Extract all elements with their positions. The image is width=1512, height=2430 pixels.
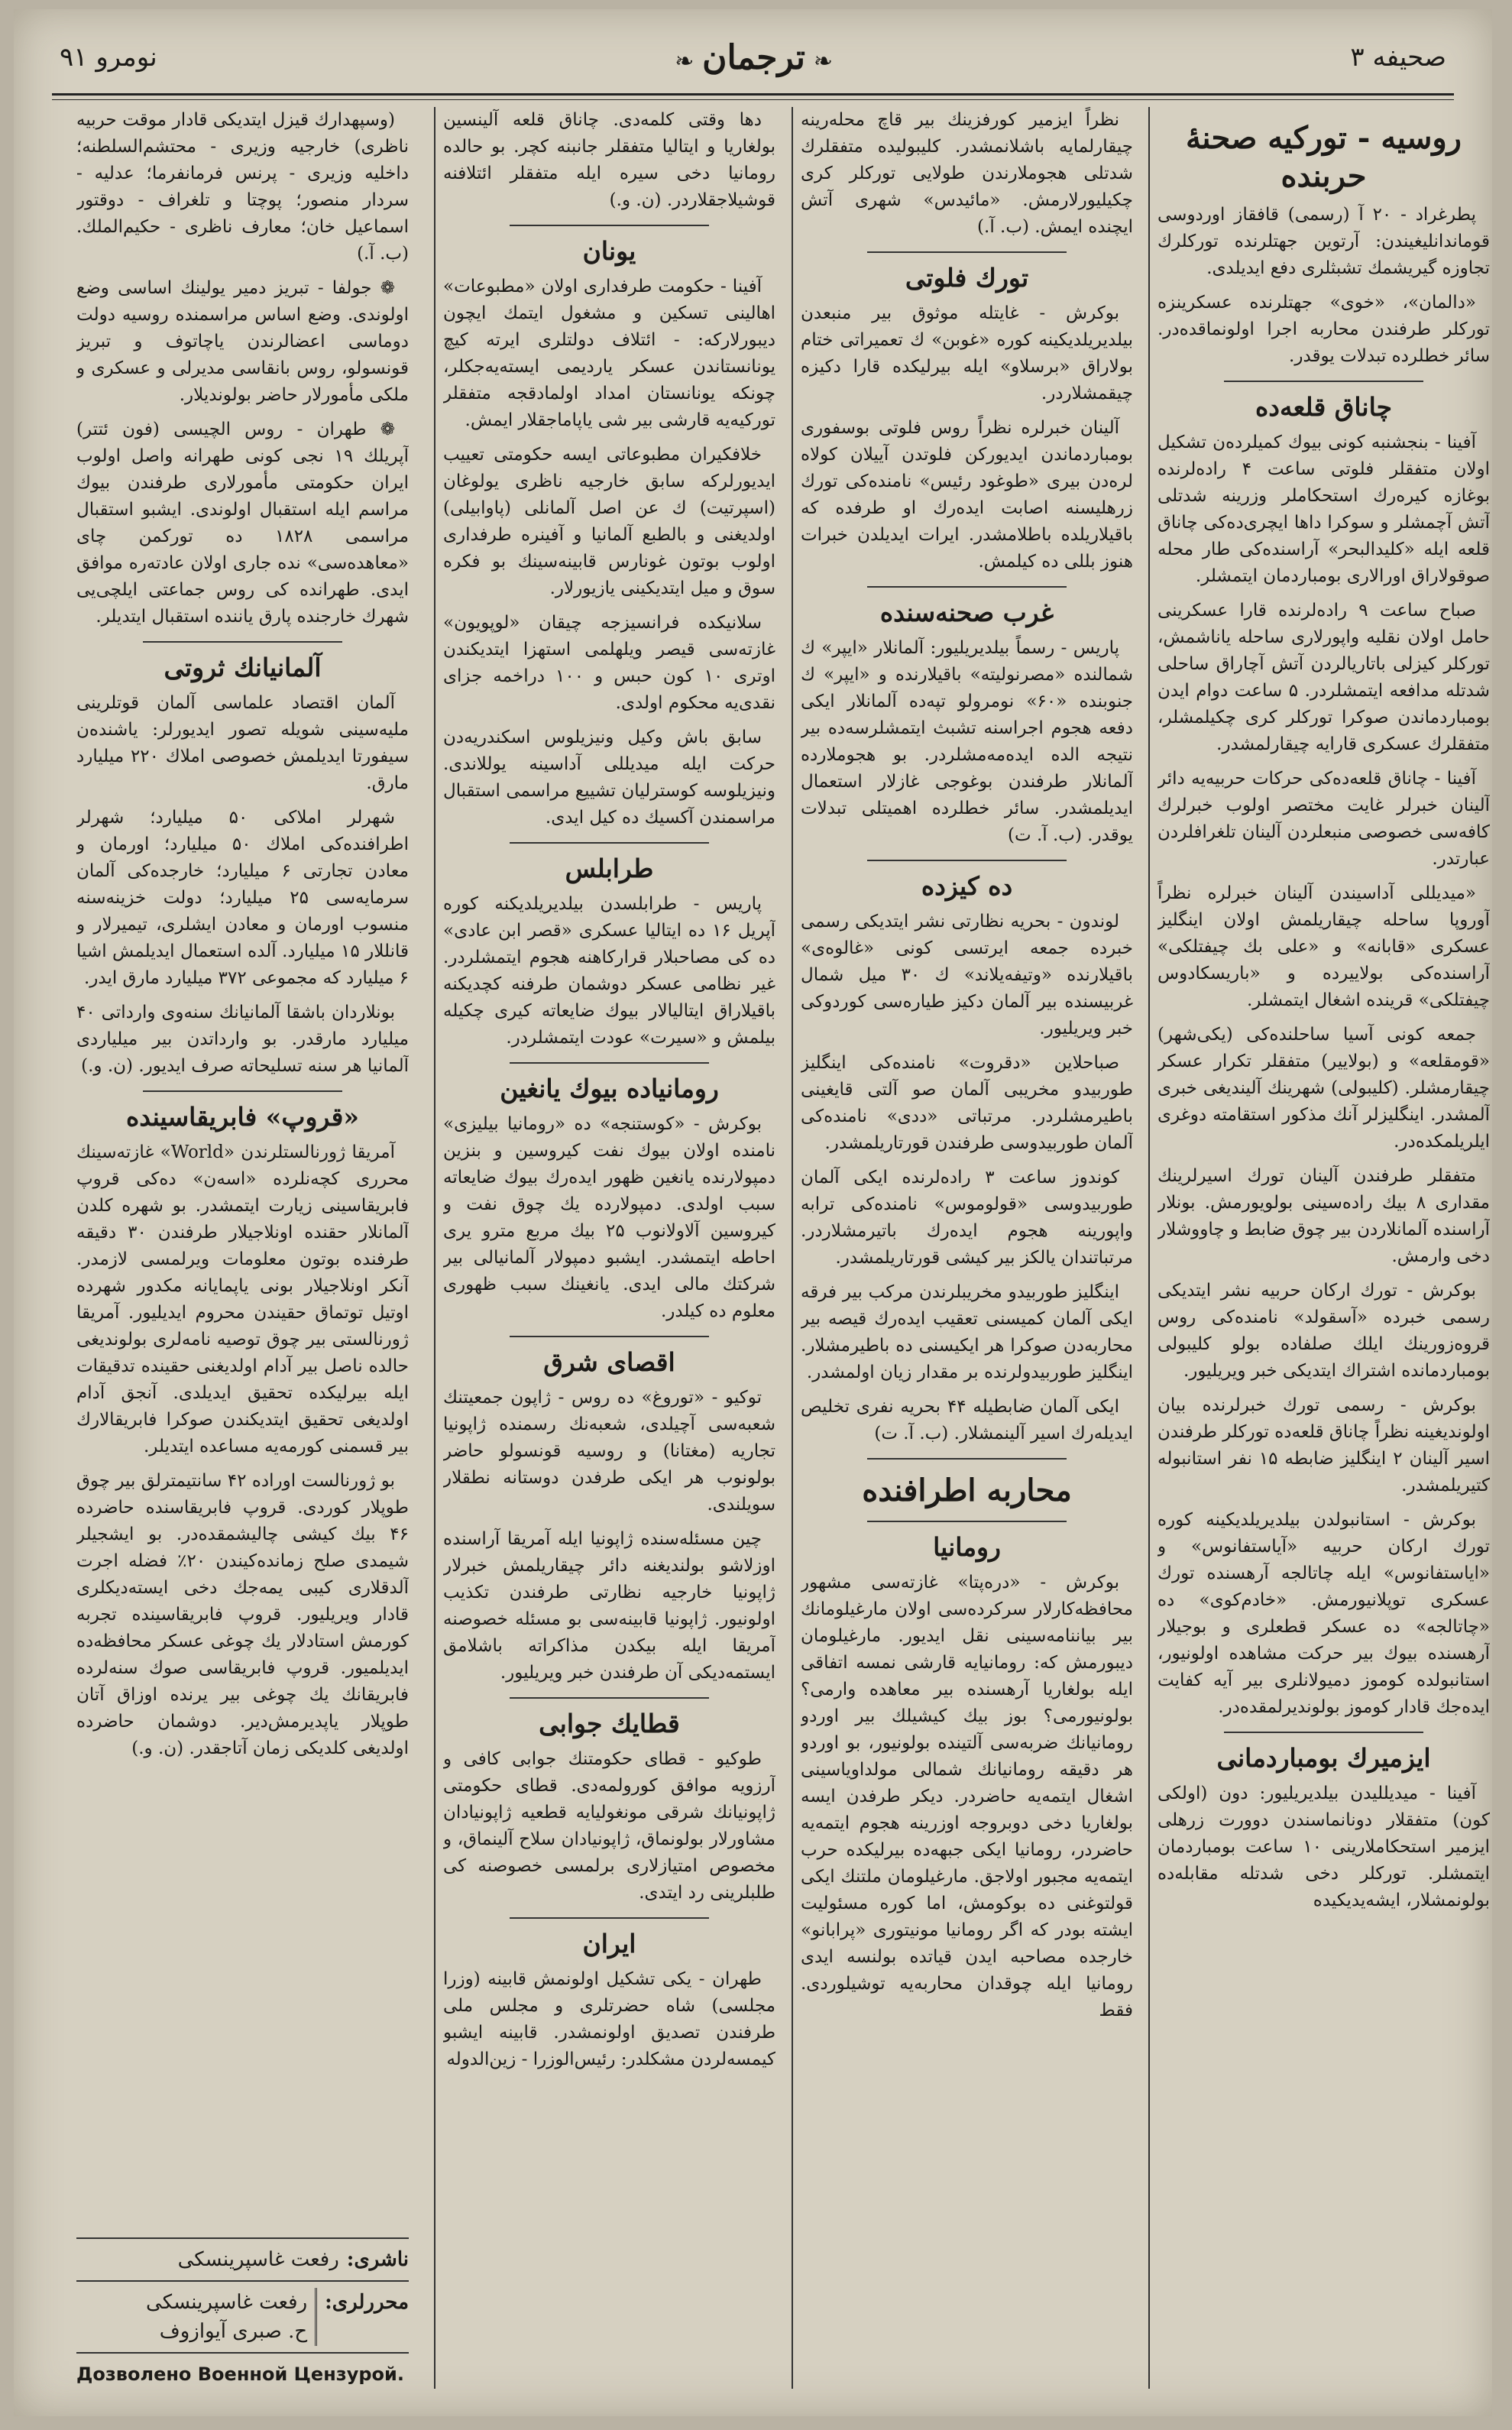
article-paragraph: آلمان اقتصاد علماسی آلمان قوتلرینی ملیه‌سینی شویله تصور ایدیورلر: ياشنده‌ن سیفورتا ایدیلمش خصوصی املاك ۲۲۰ میلیارد مارق.: [76, 693, 409, 793]
article-paragraph: آفینا - میدیللیدن بیلدیریلیور: دون (اولکی کون) متفقلار دونانماسندن دوورت زرهلی ایزمیر استحکاملارینی ۱۰ ساعت بومباردمان ایتمشلر. تورکلر دخی شدتله مقابله‌ده بولونمشلار، ایشه‌یدیکیده: [1157, 1784, 1490, 1910]
page-number: صحیفه ۳: [1350, 42, 1446, 73]
article-paragraph: کوندوز ساعت ۳ راده‌لرنده ایکی آلمان طوربیدوسی «قولوموس» نامنده‌کی ترابه واپورینه هجوم ایده‌رك باتیرمشلاردر. مرتباتندان یالکز بیر کیشی قورتاریلمشدر.: [801, 1168, 1133, 1268]
article-paragraph: جمعه کونی آسیا ساحلنده‌کی (یکی‌شهر) «قومقلعه» و (بولاییر) متفقلر تکرار عسکر چیقارمشلر. (کلیبولی) شهرینك آلیندیغی خبری آلمشدر. اینگلیزلر آنك مذکور استقامته دوغری ایلریلمکده‌در.: [1157, 1025, 1490, 1152]
column-divider: [792, 107, 793, 2389]
article-paragraph: سلانیکده فرانسیزجه چیقان «لوپویون» غازته‌سی قیصر ویلهلمی استهزا ایتدیکندن اوتری ۱۰ کون حبس و ۱۰۰ دراخمه جزای نقدی‌یه محکوم اولدی.: [443, 613, 775, 713]
column-1: [1157, 107, 1490, 2389]
section-rule: [510, 1917, 709, 1919]
section-rule: [510, 1697, 709, 1699]
section-rule: [510, 842, 709, 844]
article-paragraph: آفینا - حکومت طرفداری اولان «مطبوعات» اهالینی تسکین و مشغول ایتمك ایچون دیبورلارکه: - ائتلاف دولتلری ایرته کیچ یونانستاندن عسکر یاردیمی ایسته‌یه‌جکلر، چونکه یونانستان امداد اولمادقجه متفقلر تورکیه‌یه قارشی بیر شی یاپاماجقلار ایمش.: [443, 277, 775, 430]
column-2: [801, 107, 1133, 2389]
article-paragraph: آلینان خبرلره نظراً روس فلوتی بوسفوری بومباردماندن ایدیورکن فلوتدن آییلان کولاه لره‌دن بیری «طوغود رئیس» نامنده‌کی تورك زرهلیسنه اصابت ایده‌رك او طرفده که باقیلاریلده باطلامشدر. ایرات ایدیلدن خبرات هنوز بللی ده کیلمش.: [801, 418, 1133, 572]
editors-label: محررلری:: [325, 2291, 409, 2314]
article-paragraph: طهران - یکی تشکیل اولونمش قابینه (وزرا مجلسی) شاه حضرتلری و مجلس ملی طرفندن تصدیق اولونمشدر. قابینه ایشبو کیمسه‌لردن مشکلدر: رئیس‌الوزرا - زین‌الدوله: [443, 1969, 775, 2069]
section-heading: روسیه - تورکیه صحنه‌ٔ حربنده: [1185, 120, 1462, 194]
article-paragraph: آمریقا ژورنالستلرندن «World» غازته‌سینك محرری کچه‌نلرده «اسه‌ن» ده‌کی قروپ فابریقاسینی زیارت ایتمشدر. بو شهره کلدن آلمانلار حقنده اونلاجیلار طرفندن ۳۰ دقیقه طرفنده بوتون معلومات ویرلمسی لازمدر. آنکر اونلاجیلار بونی یاپمایانه مکدور شهرده اوتیل توتماق حقیندن محروم ایدیلیور. آمریقا ژورنالستی بیر چوق توصیه نامه‌لری بولوندیغی حالده ناصل بیر آدام اولدیغنی حقینده تدقیقات ایله بیرلیکده تحقیق ایدیلدی. آنجق آدام اولدیغی تحقیق ایتدیکندن صوکرا فابریقالارك بیر قسمنی کورمه‌یه مساعده ایتدیلر.: [76, 1142, 409, 1456]
newspaper-page: [14, 9, 1492, 2416]
article-heading: تورك فلوتی: [905, 263, 1029, 293]
section-rule: [143, 641, 342, 643]
article-paragraph: پاریس - طرابلسدن بیلدیریلدیکنه کوره آپریل ۱۶ ده ایتالیا عسکری «قصر ابن عادی» ده کی مصاحبلار قرارکاهنه هجوم ایتمشلردر. غیر نظامی عسکر دوشمان طرفنه کچدیکنه باقیلاراق ایتالیالار بیوك ضایعاته کیری چکیله بیلمش و «سیرت» عودت ایتمشلردر.: [443, 894, 775, 1048]
article-paragraph: بوکرش - تورك ارکان حربیه نشر ایتدیکی رسمی خبرده «آسقولد» نامنده‌کی روس قروه‌زورینك ایلك صلفاده بولو کلیبولی بومباردمانده اشتراك ایتدیکی خبر ویریلیور.: [1157, 1281, 1490, 1381]
article-paragraph: صباح ساعت ۹ راده‌لرنده قارا عسکرینی حامل اولان نقلیه واپورلاری ساحله یاناشمش، تورکلر کیزلی باتاریالردن آتش آچاراق ساحلی شدتله مدافعه ایتمشلردر. ۵ ساعت دوام ایدن بومباردماندن صوکرا تورکلر کری چکیلمشلر، متفقلرك عسکری قارایه چیقارلمشدر.: [1157, 601, 1490, 754]
article-paragraph: چین مسئله‌سنده ژاپونیا ایله آمریقا آراسنده اوزلاشو بولندیغنه دائر چیقاریلمش خبرلار ژاپونیا خارجیه نظارتی طرفندن تکذیب اولونیور. ژاپونیا قابینه‌سی بو مسئله خصوصنه آمریقا ایله بیکدن مذاکراته باشلامق ایستمه‌دیکی آن طرفندن خبر ویریلیور.: [443, 1529, 775, 1683]
article-paragraph: پاریس - رسماً بیلدیریلیور: آلمانلار «ایپر» ك شمالنده «مصرنولیته» باقیلارنده و «ایپر» ك جنوبنده «۶۰» نومرولو تپه‌ده آلمانلار ایکی دفعه هجوم اجراسنه تشبث ایتمشلرسه‌ده بیر نتیجه الده ایده‌مه‌مشلردر. بو هجوملارده آلمانلار طرفندن بوغوجی غازلار استعمال ایدیلمشدر. سائر خطلرده اهمیتلی تبدلات یوقدر. (ب. آ. ت): [801, 638, 1133, 845]
article-paragraph: نظراً ایزمیر کورفزینك بیر قاچ محله‌رینه چیقارلمایه باشلانمشدر. کلیبولیده متفقلرك شدتلی هجوملارندن طولایی تورکلر کری چکیلیورلارمش. «مائیدس» شهری آتش ایچنده ایمش. (ب. آ.): [801, 110, 1133, 237]
article-heading: ایران: [582, 1929, 636, 1959]
section-heading: محاربه اطرافنده: [862, 1473, 1072, 1508]
ornament-icon: ❧: [675, 47, 694, 75]
article-paragraph: بوکرش - «دره‌پتا» غازته‌سی مشهور محافظه‌کارلار سرکرده‌سی اولان مارغیلومانك بیر بیاننامه‌سینی نقل ایدیور. مارغیلومان دیبورمش که: رومانیایه قارشی نمسه اتفاقی ایله بولغاریا آرهسنده بیر معاهده وارمی؟ بولونیورمی؟ بوز بیك کیشیلك بیر اوردو رومانیانك ضربه‌سی آلتینده بولونیور، بو اوردو هر دقیقه رومانیانك شمالی مولداویاسینی اشغال ایتمه‌یه حاضردر. دیکر طرفدن ایسه بولغاریا دخی دوبروجه اوزرینه هجوم ایتمه‌یه حاضردر، رومانیا ایکی جبهه‌ده بیرلیکده حرب ایتمه‌یه مجبور اولاجق. مارغیلومان ملتنك ایکی قولتوغنی ده بوکومش، اما کوره مسئولیت ایشته بودر که اگر رومانیا مونیتوری «پرابانو» خارجده مصاحبه ایدن قیاتده بولنسه ایدی رومانیا ایله چوقدان محاربه‌یه توشیلوردی. فقط: [801, 1573, 1133, 2020]
section-rule: [510, 225, 709, 226]
article-paragraph: «میدیللی آداسیندن آلینان خبرلره نظراً آوروپا ساحله چیقاریلمش اولان اینگلیز عسکری «قابانه» و «علی بك چیفتلکی» آراسنده‌کی بولاییرده و «باریسکادوس چیفتلکی» قرینده اشغال ایتمشلر.: [1157, 883, 1490, 1010]
column-3: [443, 107, 775, 2389]
article-heading: غرب صحنه‌سنده: [879, 598, 1054, 627]
article-paragraph: (وسپهدارك قیزل ایتدیکی قادار موقت حربیه ناظری) خارجیه وزیری - محتشم‌السلطنه؛ داخلیه وزیری - پرنس فرمانفرما؛ عدلیه - سردار منصور؛ پوچتا و تلغراف - دوقتور اسماعیل خان؛ معارف ناظری - حکیم‌الملك. (ب. آ.): [76, 110, 409, 264]
section-rule: [510, 1062, 709, 1064]
article-paragraph: ❁ جولفا - تبریز دمیر یولینك اساسی وضع اولوندی. وضع اساس مراسمنده روسیه دولت دوماسی اعضالرندن یاچاتوف و تبریز قونسولو، روس بانقاسی مدیرلی و عسکری و ملکی مأمورلار حاضر بولوندیلار.: [76, 278, 409, 405]
issue-number: نومرو ۹۱: [60, 42, 157, 73]
article-paragraph: آفینا - بنجشنبه کونی بیوك کمیلرده‌ن تشکیل اولان متفقلر فلوتی ساعت ۴ راده‌لرنده بوغازه کیره‌رك استحکاملر وزرینه شدتلی آتش آچمشلر و سوکرا داها ایچری‌ده‌کی چاناق قلعه ایله «کلیدالبحر» آراسنده‌کی طار محله صوقولاراق اورالاری بومباردمان ایتمشلر.: [1157, 433, 1490, 586]
article-paragraph: بونلاردان باشقا آلمانیانك سنه‌وی وارداتی ۴۰ میلیارد مارقدر. بو وارداتدن بیر میلیاردی آلمانیا هر سنه تسلیحاته صرف ایدیور. (ن. و.): [76, 1003, 409, 1076]
article-paragraph: متفقلر طرفندن آلینان تورك اسیرلرینك مقداری ۸ بیك راده‌سینی بولویورمش. بونلار آراسنده آلمانلاردن بیر چوق ضابط و چاووشلار دخی وارمش.: [1157, 1166, 1490, 1266]
newspaper-title: [675, 38, 833, 77]
article-heading: ده کیزده: [921, 871, 1013, 901]
section-rule: [867, 1521, 1067, 1522]
censor-note: Дозволено Военной Цензурой.: [76, 2352, 409, 2389]
section-rule: [867, 1458, 1067, 1460]
ornament-icon: ❧: [813, 47, 833, 75]
article-paragraph: ❁ طهران - روس الچیسی (فون ئتتر) آپریلك ۱۹ نجی کونی طهرانه واصل اولوب ایران حکومتی مأمورلاری طرفندن بیوك مراسم ایله استقبال اولوندی. ایشبو استقبال مراسمی ۱۸۲۸ ده تورکمن چای «معاهده‌سی» نده جاری اولان عادته‌ره موافق ایدی. طهرانده کی روس جماعتی ایلچی‌یی شهرك خارجنده پارق یاننده استقبال ایتدیلر.: [76, 420, 409, 627]
article-paragraph: پطرغراد - ۲۰ آ (رسمی) قافقاز اوردوسی قوماندانلیغیندن: آرتوین جهتلرنده تورکلرك تجاوزه گیریشمك تشبثلری دفع ایدیلدی.: [1157, 205, 1490, 278]
publisher-row: [76, 2237, 409, 2280]
article-heading: طرابلس: [565, 854, 654, 883]
article-paragraph: طوکیو - قطای حکومتنك جوابی کافی و آرزویه موافق کورولمه‌دی. قطای حکومتی ژاپونیانك شرقی مونغولیایه قطعیه ژاپونیادان مشاورلار بولونماق، ژاپونیادان سلاح آلینماق، و مخصوص امتیازلاری برلمسی خصوصنه کی طلبلرینی رد ایتدی.: [443, 1749, 775, 1903]
editor-name: ح. صبری آیوازوف: [159, 2320, 308, 2343]
imprint: [76, 2237, 409, 2389]
article-heading: چاناق قلعه‌ده: [1255, 392, 1393, 422]
section-rule: [1224, 381, 1423, 382]
article-heading: قطایك جوابی: [539, 1709, 680, 1738]
editor-name: رفعت غاسپرینسکی: [146, 2291, 308, 2314]
section-rule: [867, 586, 1067, 588]
article-heading: رومانیا: [933, 1532, 1001, 1562]
article-paragraph: بوکرش - رسمی تورك خبرلرنده بیان اولوندیغینه نظراً چاناق قلعه‌ده تورکلر طرفندن اسیر آلینان ۲ اینگلیز ضابطه ۱۵ نفر استانبوله کتیریلمشدر.: [1157, 1395, 1490, 1495]
article-paragraph: شهرلر املاکی ۵۰ میلیارد؛ شهرلر اطرافنده‌کی املاك ۵۰ میلیارد؛ اورمان و معادن تجارتی ۶ میلیارد؛ خارجده‌کی آلمان سرمایه‌سی ۲۵ میلیارد؛ دولت خزینه‌سنه منسوب اورمان و معادن ایشلری، تیمیرلار و قانللار ۱۵ میلیارد. آلده استعمال ایدیلمش اشیا ۶ میلیارد که مجموعی ۳۷۲ میلیارد مارق ایدر.: [76, 808, 409, 988]
article-paragraph: بوکرش - استانبولدن بیلدیریلدیکینه کوره تورك ارکان حربیه «آیاستفانوس» و «ایاستفانوس» ایله چاتالجه آرهسنده تورك عسکری توپلانیورمش. «خادم‌کوی» ده «چاتالجه» ده عسکر قطعلری و بوجیلار آرهسنده بیوك بیر حرکت مشاهده اولونیور، استانبولده کوموز دمیولانلری بیر آیه کفایت ایده‌جك قادار کوموز بولوندیرلمقده‌در.: [1157, 1510, 1490, 1717]
editors-row: [76, 2280, 409, 2352]
publisher-name: رفعت غاسپرینسکی: [177, 2248, 339, 2271]
header-rule: [52, 93, 1454, 100]
article-heading: یونان: [582, 236, 636, 266]
article-paragraph: ایکی آلمان ضابطیله ۴۴ بحریه نفری تخلیص ایدیله‌رك اسیر آلینمشلار. (ب. آ. ت): [801, 1397, 1133, 1443]
article-heading: رومانیاده بیوك یانغین: [500, 1074, 719, 1103]
article-paragraph: بوکرش - غایتله موثوق بیر منبعدن بیلدیریلدیکینه کوره «غوبن» ك تعمیراتی ختام بولاراق «برسلاو» ایله بیرلیکده قارا دکیزه چیقمشلاردر.: [801, 303, 1133, 403]
article-heading: آلمانیانك ثروتی: [164, 653, 322, 682]
article-paragraph: «دالمان»، «خوی» جهتلرنده عسکرینزه تورکلر طرفندن محاربه اجرا اولونماقده‌در. سائر خطلرده تبدلات یوقدر.: [1157, 293, 1490, 366]
article-paragraph: لوندون - بحریه نظارتی نشر ایتدیکی رسمی خبرده جمعه ایرتسی کونی «غالوه‌ی» باقیلارنده «وتیفه‌یلاند» ك ۳۰ میل شمال غربیسنده بیر آلمان دکیز طیاره‌سی کوردوکی خبر ویریلیور.: [801, 912, 1133, 1038]
column-divider: [1148, 107, 1150, 2389]
article-paragraph: اینگلیز طوربیدو مخریبلرندن مرکب بیر فرقه ایکی آلمان کمیسنی تعقیب ایده‌رك قیصه بیر محاربه‌دن صوکرا هر ایکیسنی ده باطیرمشلار. اینگلیز طوربیدولرنده بر مقدار زیان اولمشدر.: [801, 1282, 1133, 1382]
column-divider: [434, 107, 435, 2389]
article-paragraph: توکیو - «توروغ» ده روس - ژاپون جمعیتنك شعبه‌سی آچیلدی، شعبه‌نك رسمنده ژاپونیا تجاریه (مغتانا) و روسیه قونسولو حاضر بولونوب هر ایکی طرفدن دوستانه نطقلار سویلندی.: [443, 1388, 775, 1515]
section-rule: [1224, 1732, 1423, 1733]
article-heading: اقصای شرق: [543, 1347, 675, 1377]
section-rule: [143, 1090, 342, 1092]
article-paragraph: سابق باش وکیل ونیزیلوس اسکندریه‌دن حرکت ایله میدیللی آداسینه یوللاندی. ونیزیلوسه کوسترلیان تشییع مراسمی استقبال مراسمندن آکسیك ده کیل ایدی.: [443, 727, 775, 828]
column-4: [76, 107, 409, 2389]
section-rule: [510, 1336, 709, 1337]
article-paragraph: خلافکیران مطبوعاتی ایسه حکومتی تعییب ایدیورلرکه سابق خارجیه ناظری یولوغان (اسپرتیت) ك عن اصل آلمانلی (پاوابیلی) اولدیغنی و بالطبع آلمانیا و آفینره طرفداری اولوب بوتون غونارس قابینه‌سینك بو فکره سوق و میل ایتدیکینی یازیورلار.: [443, 445, 775, 598]
article-paragraph: صباحلاین «دقروت» نامنده‌کی اینگلیز طوربیدو مخریبی آلمان صو آلتی قایغینی باطیرمشلردر. مرتباتی «ددی» نامنده‌کی آلمان طوربیدوسی طرفندن قورتاریلمشدر.: [801, 1053, 1133, 1153]
article-heading: ایزمیرك بومباردمانی: [1216, 1743, 1431, 1773]
masthead: [60, 31, 1446, 84]
editors-list: [146, 2288, 317, 2346]
section-rule: [867, 251, 1067, 253]
section-rule: [867, 860, 1067, 861]
publisher-label: ناشری:: [346, 2248, 409, 2271]
title-text: ترجمان: [702, 37, 806, 77]
article-paragraph: آفینا - چاناق قلعه‌ده‌کی حرکات حربیه‌یه دائر آلینان خبرلر غایت مختصر اولوب خبرلرك کافه‌سی خصوصی منبعلردن آلینان تلغرافلردن عبارتدر.: [1157, 769, 1490, 869]
article-paragraph: بوکرش - «کوستنجه» ده «رومانیا بیلیزی» نامنده اولان بیوك نفت کیروسین و بنزین دمپولارنده یانغین ظهور ایده‌رك بیوك ضایعاته سبب اولدی. دمپولارده یك چوق نفت و کیروسین آلاولانوب ۲۵ بیك مربع مترو یری احاطه ایتمشدر. ایشبو دمپولار آلمانیالی بیر شرکتك مالی ایدی. یانغینك سبب ظهوری معلوم ده کیلدر.: [443, 1114, 775, 1321]
article-paragraph: دها وقتی کلمه‌دی. چاناق قلعه آلینسین بولغاریا و ایتالیا متفقلر جانبنه کچر. بو حالده رومانیا دخی سیره ایله متفقلر ائتلافنه قوشیلاجقلاردر. (ن. و.): [443, 110, 775, 210]
article-heading: «قروپ» فابریقاسینده: [125, 1102, 360, 1132]
article-paragraph: بو ژورنالست اوراده ۴۲ سانتیمترلق بیر چوق طوپلار کوردی. قروپ فابریقاسنده حاضرده ۴۶ بیك کیشی چالیشمقده‌در. بو ایشجیلر شیمدی صلح زمانده‌کیندن ۲۰٪ فضله اجرت آلدقلاری کیبی یمه‌جك دخی ایسته‌دیکلری قادار ویریلیور. قروپ فابریقاسینده تجربه کورمش استادلار یك چوغی عسکر محافظه‌ده ایدیلمیور. قروپ فابریقاسی صوك سنه‌لرده فابریقانك یك چوغی بیر یرنده اوزاق آتان طوپلار یاپدیرمش‌دیر. دوشمان حاضرده اولدیغی کلدیکی زمان آتاجقدر. (ن. و.): [76, 1471, 409, 1758]
